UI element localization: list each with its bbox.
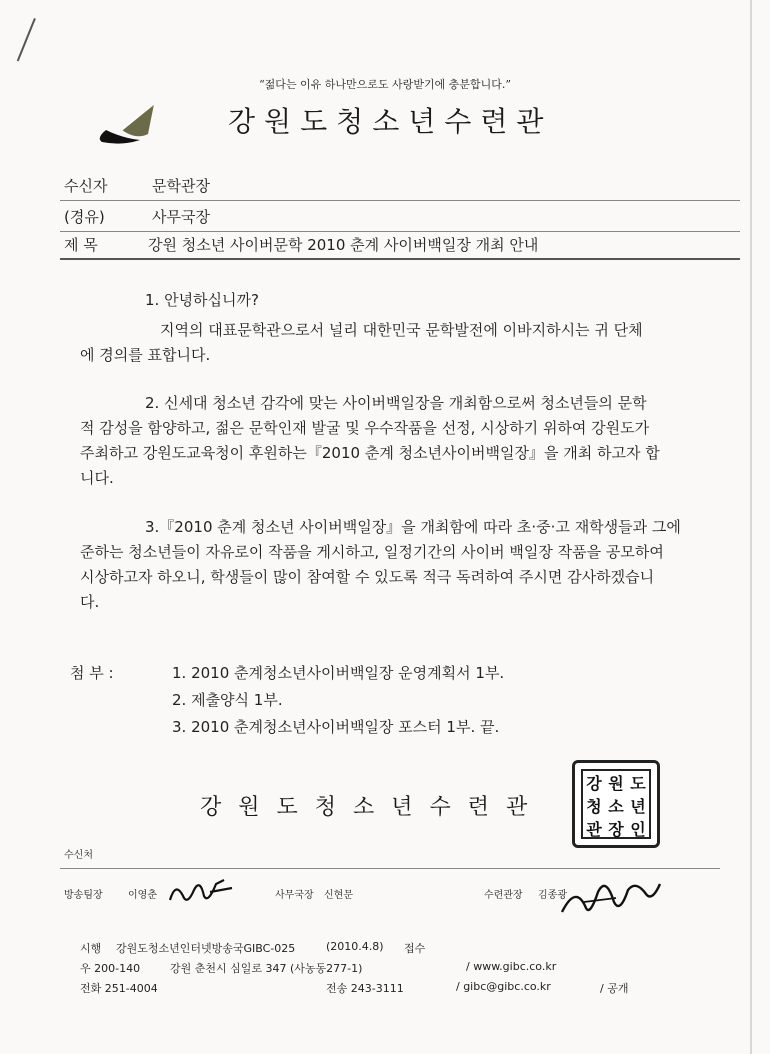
doc-number: 강원도청소년인터넷방송국GIBC-025 bbox=[116, 942, 296, 955]
postal-code: 우 200-140 bbox=[80, 962, 141, 975]
via-value: 사무국장 bbox=[152, 208, 210, 226]
page-edge bbox=[750, 0, 752, 1054]
para2-line2: 적 감성을 함양하고, 젊은 문학인재 발굴 및 우수작품을 선정, 시상하기 위하여 강원도가 bbox=[80, 419, 650, 437]
fax: 전송 243-3111 bbox=[326, 982, 404, 995]
attachment-item: 2. 제출양식 1부. bbox=[172, 691, 283, 709]
para3-line1: 3.『2010 춘계 청소년 사이버백일장』을 개최함에 따라 초·중·고 재학생들과 그에 bbox=[145, 518, 681, 536]
issue-label: 시행 bbox=[80, 942, 102, 955]
leaf-logo-icon bbox=[92, 100, 162, 146]
signer-2-title: 사무국장 bbox=[275, 890, 314, 901]
para3-line3: 시상하고자 하오니, 학생들이 많이 참여할 수 있도록 적극 독려하여 주시면 감사하겠습니 bbox=[80, 568, 655, 586]
recipient-label: 수신자 bbox=[64, 177, 108, 195]
issue-date: (2010.4.8) bbox=[326, 940, 384, 953]
via-label: (경유) bbox=[64, 208, 105, 226]
website: / www.gibc.co.kr bbox=[466, 960, 557, 973]
org-title: 강원도청소년수련관 bbox=[228, 105, 553, 138]
attachment-item: 3. 2010 춘계청소년사이버백일장 포스터 1부. 끝. bbox=[172, 718, 500, 736]
subject-label: 제 목 bbox=[64, 236, 98, 254]
receipt-label: 접수 bbox=[404, 942, 426, 955]
phone: 전화 251-4004 bbox=[80, 982, 158, 995]
divider bbox=[60, 231, 740, 232]
signer-1-name: 이영춘 bbox=[128, 890, 157, 901]
pen-mark bbox=[17, 18, 36, 61]
signature-icon bbox=[166, 870, 236, 910]
para3-line4: 다. bbox=[80, 593, 100, 611]
para1-line3: 에 경의를 표합니다. bbox=[80, 346, 211, 364]
address: 강원 춘천시 심일로 347 (사농동277-1) bbox=[170, 962, 363, 975]
signer-3-title: 수련관장 bbox=[484, 890, 523, 901]
divider bbox=[60, 258, 740, 260]
para2-line3: 주최하고 강원도교육청이 후원하는『2010 춘계 청소년사이버백일장』을 개최 하고자 합 bbox=[80, 444, 660, 462]
recipient-value: 문학관장 bbox=[152, 177, 210, 195]
motto: “젊다는 이유 하나만으로도 사랑받기에 충분합니다.” bbox=[259, 78, 511, 91]
sender-org: 강원도청소년수련관 bbox=[200, 795, 545, 820]
para3-line2: 준하는 청소년들이 자유로이 작품을 게시하고, 일정기간의 사이버 백일장 작품을 공모하여 bbox=[80, 543, 664, 561]
signer-2-name: 신현문 bbox=[324, 890, 353, 901]
divider bbox=[60, 200, 740, 201]
email: / gibc@gibc.co.kr bbox=[456, 980, 551, 993]
official-seal-icon: 강 원 도 청 소 년 관 장 인 bbox=[572, 760, 660, 848]
para1-line2: 지역의 대표문학관으로서 널리 대한민국 문학발전에 이바지하시는 귀 단체 bbox=[160, 321, 643, 339]
divider bbox=[60, 868, 720, 869]
signature-icon bbox=[556, 872, 666, 922]
para1-line1: 1. 안녕하십니까? bbox=[145, 291, 259, 309]
disclosure: / 공개 bbox=[600, 982, 629, 995]
attachment-item: 1. 2010 춘계청소년사이버백일장 운영계획서 1부. bbox=[172, 664, 505, 682]
receiving-label: 수신처 bbox=[64, 850, 93, 861]
signer-1-title: 방송팀장 bbox=[64, 890, 103, 901]
subject-value: 강원 청소년 사이버문학 2010 춘계 사이버백일장 개최 안내 bbox=[148, 236, 539, 254]
para2-line4: 니다. bbox=[80, 469, 114, 487]
para2-line1: 2. 신세대 청소년 감각에 맞는 사이버백일장을 개최함으로써 청소년들의 문학 bbox=[145, 394, 647, 412]
signer-3-name: 김종광 bbox=[538, 890, 567, 901]
attachment-label: 첨 부 : bbox=[70, 664, 114, 682]
